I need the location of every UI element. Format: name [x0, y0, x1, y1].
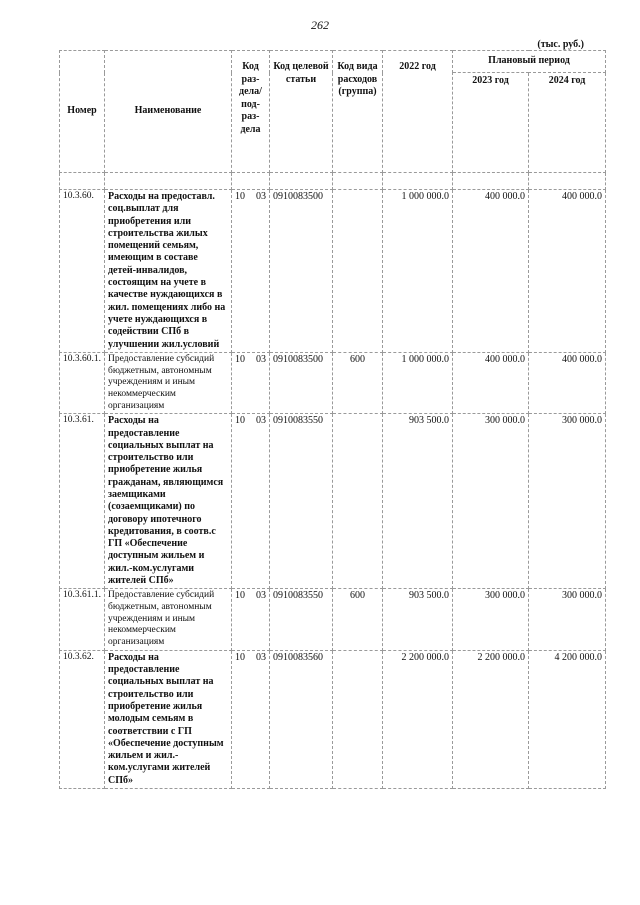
row-expense-code — [333, 414, 383, 589]
row-2023: 400 000.0 — [453, 190, 529, 353]
units-label: (тыс. руб.) — [537, 39, 584, 50]
row-expense-code — [333, 650, 383, 788]
row-subsection: 03 — [256, 651, 266, 663]
row-2022: 1 000 000.0 — [383, 190, 453, 353]
row-name: Расходы на предоставл. соц.выплат для приобретения или строительства жилых помещений семьям, имеющим в составе детей-инвалидов, состоящим на учете в качестве нуждающихся в жил. помещениях либо на учете нуждающихся в содействии СПб в улучшении жил.условий — [105, 190, 232, 353]
row-2024: 400 000.0 — [529, 352, 606, 413]
row-subsection: 03 — [256, 415, 266, 427]
row-number: 10.3.61. — [60, 414, 105, 589]
row-number: 10.3.62. — [60, 650, 105, 788]
row-section: 03 10 — [232, 650, 270, 788]
row-2022: 903 500.0 — [383, 414, 453, 589]
row-target-code: 0910083500 — [270, 352, 333, 413]
budget-table — [59, 50, 606, 789]
row-2022: 903 500.0 — [383, 589, 453, 650]
header-name: Наименование — [105, 51, 232, 173]
row-expense-code: 600 — [333, 352, 383, 413]
header-2022: 2022 год — [383, 51, 453, 173]
header-target: Код целевой статьи — [270, 51, 333, 173]
table-row — [60, 589, 606, 650]
header-expense: Код вида расходов (группа) — [333, 51, 383, 173]
row-2024: 400 000.0 — [529, 190, 606, 353]
row-number: 10.3.61.1. — [60, 589, 105, 650]
table-row — [60, 352, 606, 413]
spacer-row — [60, 173, 606, 190]
table-row — [60, 650, 606, 788]
row-2022: 1 000 000.0 — [383, 352, 453, 413]
row-target-code: 0910083550 — [270, 589, 333, 650]
row-2023: 300 000.0 — [453, 414, 529, 589]
row-subsection: 03 — [256, 353, 266, 365]
header-number: Номер — [60, 51, 105, 173]
row-2023: 300 000.0 — [453, 589, 529, 650]
header-section: Код раз-дела/ под-раз-дела — [232, 51, 270, 173]
row-target-code: 0910083500 — [270, 190, 333, 353]
row-2024: 300 000.0 — [529, 589, 606, 650]
row-section: 03 10 — [232, 352, 270, 413]
row-number: 10.3.60. — [60, 190, 105, 353]
row-section: 03 10 — [232, 589, 270, 650]
row-2023: 400 000.0 — [453, 352, 529, 413]
page-number: 262 — [311, 18, 329, 32]
header-2023: 2023 год — [453, 73, 529, 173]
row-name: Расходы на предоставление социальных выплат на строительство или приобретение жилья гражданам, являющимся заемщиками (созаемщиками) по договору ипотечного кредитования, в соотв.с ГП «Обеспечение доступным жильем и жил.-ком.услугами жителей СПб» — [105, 414, 232, 589]
header-2024: 2024 год — [529, 73, 606, 173]
row-2024: 4 200 000.0 — [529, 650, 606, 788]
row-name: Расходы на предоставление социальных выплат на строительство или приобретение жилья молодым семьям в соответствии с ГП «Обеспечение доступным жильем и жил.-ком.услугами жителей СПб» — [105, 650, 232, 788]
row-2022: 2 200 000.0 — [383, 650, 453, 788]
row-target-code: 0910083550 — [270, 414, 333, 589]
row-subsection: 03 — [256, 191, 266, 202]
table-row — [60, 190, 606, 353]
row-2023: 2 200 000.0 — [453, 650, 529, 788]
row-number: 10.3.60.1. — [60, 352, 105, 413]
row-subsection: 03 — [256, 590, 266, 602]
header-plan-period: Плановый период — [453, 51, 606, 73]
row-2024: 300 000.0 — [529, 414, 606, 589]
table-row — [60, 414, 606, 589]
row-target-code: 0910083560 — [270, 650, 333, 788]
row-expense-code: 600 — [333, 589, 383, 650]
row-name: Предоставление субсидий бюджетным, автономным учреждениям и иным некоммерческим организациям — [105, 352, 232, 413]
row-expense-code — [333, 190, 383, 353]
row-section: 03 10 — [232, 414, 270, 589]
row-section: 03 10 — [232, 190, 270, 353]
row-name: Предоставление субсидий бюджетным, автономным учреждениям и иным некоммерческим организациям — [105, 589, 232, 650]
